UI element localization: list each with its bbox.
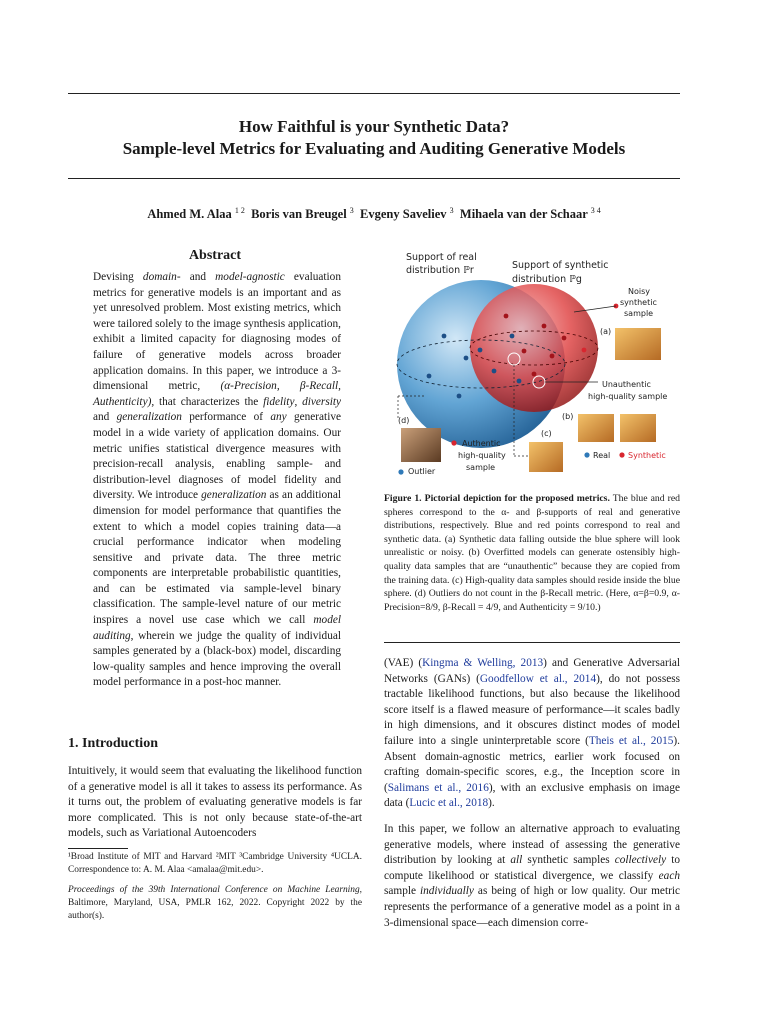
label-unauthentic: Unauthentic — [602, 380, 651, 389]
author-affiliation: 3 4 — [590, 206, 601, 215]
author-affiliation: 3 — [449, 206, 454, 215]
label-noisy-3: sample — [624, 309, 654, 318]
label-authentic-3: sample — [466, 463, 496, 472]
synthetic-support-sphere — [470, 284, 598, 412]
figure-1-diagram — [384, 246, 680, 488]
caption-rule — [384, 642, 680, 643]
label-real-support: Support of real — [406, 252, 477, 263]
abstract-text: Devising domain- and model-agnostic evaluation metrics for generative models is an important and as yet unresolved problem. Most existing metrics, which were tailored solely to the image synthesis application, exhibit a limited capacity for diagnosing modes of failure of generative models across broader application domains. In this paper, we introduce a 3-dimensional metric, (α-Precision, β-Recall, Authenticity), that characterizes the fidelity, diversity and generalization performance of any generative model in a wide variety of application domains. Our metric unifies statistical divergence measures with precision-recall analysis, enabling sample- and distribution-level diagnoses of model fidelity and diversity. We introduce generalization as an additional dimension for model performance that quantifies the extent to which a model copies training data—a crucial performance indicator when modeling sensitive and private data. The three metric components are interpretable probabilistic quantities, and can be estimated via sample-level binary classification. The sample-level nature of our metric inspires a novel use case which we call model auditing, wherein we judge the quality of individual samples generated by a (black-box) model, discarding low-quality samples and hence improving the overall model performance in a post-hoc manner. — [93, 271, 342, 689]
citation-link[interactable]: Lucic et al., 2018 — [409, 797, 489, 810]
label-outlier: Outlier — [408, 467, 436, 476]
tag-a: (a) — [600, 327, 612, 336]
outlier-sample-image — [401, 428, 441, 462]
author-list — [68, 206, 680, 222]
paper-title-line1: How Faithful is your Synthetic Data? — [238, 117, 510, 136]
unauthentic-sample-image-2 — [620, 414, 656, 442]
top-rule — [68, 93, 680, 94]
section-heading-introduction: 1. Introduction — [68, 736, 158, 751]
label-real-support-2: distribution ℙr — [406, 265, 474, 276]
author-affiliation: 1 2 — [234, 206, 245, 215]
title-bottom-rule — [68, 178, 680, 179]
label-noisy: Noisy — [628, 287, 651, 296]
citation-link[interactable]: Theis et al., 2015 — [588, 734, 674, 747]
introduction-text: Intuitively, it would seem that evaluating the likelihood function of a generative model is all it takes to assess its performance. As it turns out, the problem of evaluating generative models is far more complicated. This is not only because state-of-the-art models, such as Variational Autoencoders — [68, 765, 362, 840]
legend-synthetic: Synthetic — [628, 451, 666, 460]
author-affiliation: 3 — [349, 206, 354, 215]
footnote-affiliations: ¹Broad Institute of MIT and Harvard ²MIT ³Cambridge University ⁴UCLA. Correspondence to: A. M. Alaa <amalaa@mit.edu>. — [68, 852, 362, 875]
citation-link[interactable]: Kingma & Welling, 2013 — [422, 657, 544, 669]
citation-link[interactable]: Goodfellow et al., 2014 — [479, 672, 597, 685]
label-authentic: Authentic — [462, 439, 501, 448]
abstract-heading: Abstract — [188, 248, 242, 263]
label-unauthentic-2: high-quality sample — [588, 392, 668, 401]
footnote-rule — [68, 848, 128, 849]
label-synthetic-support: Support of synthetic — [512, 260, 609, 271]
label-noisy-2: synthetic — [620, 298, 657, 307]
legend-real: Real — [593, 451, 611, 460]
paper-title-line2: Sample-level Metrics for Evaluating and Auditing Generative Models — [122, 139, 626, 158]
footnote-proceedings: Proceedings of the 39th International Conference on Machine Learning, Baltimore, Maryland, USA, PMLR 162, 2022. Copyright 2022 by the author(s). — [68, 885, 362, 921]
tag-d: (d) — [398, 416, 410, 425]
authentic-sample-image — [529, 442, 563, 472]
unauthentic-sample-image-1 — [578, 414, 614, 442]
right-column-paragraph-1: (VAE) (Kingma & Welling, 2013) and Generative Adversarial Networks (GANs) (Goodfellow et al., 2014), do not possess tractable likelihood functions, but also because the likelihood score itself is a flawed measure of performance—it scales badly in high dimensions, and it obscures distinct modes of model failure into a single uninterpretable score (Theis et al., 2015). Absent domain-agnostic metrics, earlier work focused on crafting domain-specific scores, e.g., the Inception score in (Salimans et al., 2016), with an exclusive emphasis on image data (Lucic et al., 2018). — [384, 657, 681, 810]
author-name: Boris van Breugel — [251, 207, 347, 222]
tag-b: (b) — [562, 412, 574, 421]
tag-c: (c) — [541, 429, 552, 438]
label-synthetic-support-2: distribution ℙg — [512, 274, 582, 285]
label-authentic-2: high-quality — [458, 451, 506, 460]
noisy-sample-image — [615, 328, 661, 360]
citation-link[interactable]: Salimans et al., 2016 — [387, 781, 489, 794]
figure-caption: Figure 1. Pictorial depiction for the proposed metrics. The blue and red spheres correspond to the α- and β-supports of real and generative distributions, respectively. Blue and red points correspond to real and synthetic data. (a) Synthetic data falling outside the blue sphere will look unrealistic or noisy. (b) Overfitted models can generate ostensibly high-quality data samples that are “unauthentic” because they are copied from the training data. (c) High-quality data samples should reside inside the blue sphere. (d) Outliers do not count in the β-Recall metric. (Here, α=β=0.9, α-Precision=8/9, β-Recall = 4/9, and Authenticity = 9/10.) — [384, 493, 681, 613]
author-name: Evgeny Saveliev — [360, 207, 447, 222]
right-column-paragraph-2: In this paper, we follow an alternative approach to evaluating generative models, where instead of assessing the generative distribution by looking at all synthetic samples collectively to compute likelihood or statistical divergence, we classify each sample individually as being of high or low quality. Our metric represents the performance of a generative model as a point in a 3-dimensional space—each dimension corre- — [384, 823, 680, 929]
author-name: Ahmed M. Alaa — [147, 207, 232, 222]
author-name: Mihaela van der Schaar — [459, 207, 588, 222]
